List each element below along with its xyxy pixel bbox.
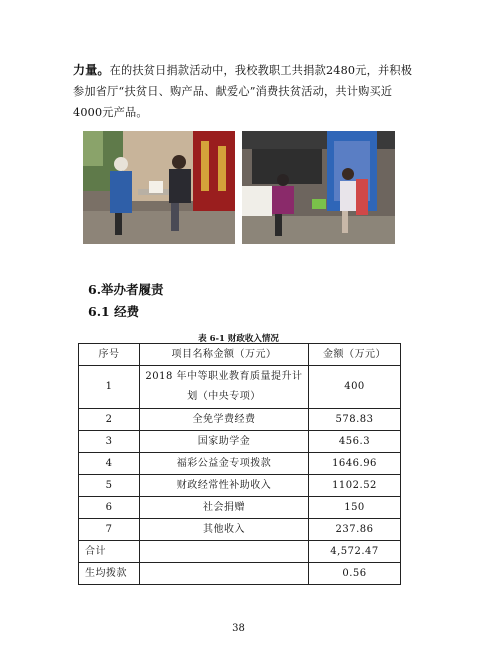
section-heading-6-1: 6.1 经费 — [88, 304, 140, 319]
page-number: 38 — [232, 623, 245, 634]
table-caption: 表 6-1 财政收入情况 — [198, 334, 279, 344]
table-row — [79, 431, 401, 453]
per-student-amount: 0.56 — [309, 563, 401, 585]
photo-visit-elderly-1 — [83, 131, 235, 244]
row-amount: 237.86 — [309, 519, 401, 541]
row-amount: 578.83 — [309, 409, 401, 431]
row-item: 2018 年中等职业教育质量提升计划（中央专项） — [140, 366, 309, 409]
row-no: 1 — [79, 366, 140, 409]
intro-paragraph — [73, 60, 419, 123]
per-student-empty-cell — [140, 563, 309, 585]
row-item: 其他收入 — [140, 519, 309, 541]
paragraph-lead: 力量。 — [73, 63, 110, 77]
table-row — [79, 366, 401, 409]
paragraph-text: 在的扶贫日捐款活动中，我校教职工共捐款2480元，并积极参加省厅“扶贫日、购产品、献爱心”消费扶贫活动，共计购买近4000元产品。 — [73, 64, 413, 119]
total-label: 合计 — [79, 541, 140, 563]
row-no: 6 — [79, 497, 140, 519]
photo-visit-elderly-2 — [242, 131, 395, 244]
row-amount: 456.3 — [309, 431, 401, 453]
row-no: 7 — [79, 519, 140, 541]
total-amount: 4,572.47 — [309, 541, 401, 563]
header-item: 项目名称金额（万元） — [140, 344, 309, 366]
row-item: 社会捐赠 — [140, 497, 309, 519]
section-heading-6: 6.举办者履责 — [88, 282, 164, 297]
row-amount: 1646.96 — [309, 453, 401, 475]
table-row — [79, 453, 401, 475]
row-no: 2 — [79, 409, 140, 431]
table-row — [79, 409, 401, 431]
row-no: 4 — [79, 453, 140, 475]
table-per-student-row — [79, 563, 401, 585]
table-row — [79, 497, 401, 519]
header-amount: 金额（万元） — [309, 344, 401, 366]
row-amount: 400 — [309, 366, 401, 409]
row-item: 财政经常性补助收入 — [140, 475, 309, 497]
header-no: 序号 — [79, 344, 140, 366]
row-no: 5 — [79, 475, 140, 497]
row-amount: 150 — [309, 497, 401, 519]
row-amount: 1102.52 — [309, 475, 401, 497]
row-item: 福彩公益金专项拨款 — [140, 453, 309, 475]
total-empty-cell — [140, 541, 309, 563]
per-student-label: 生均拨款 — [79, 563, 140, 585]
row-item: 国家助学金 — [140, 431, 309, 453]
table-total-row — [79, 541, 401, 563]
table-header-row — [79, 344, 401, 366]
table-row — [79, 475, 401, 497]
row-item: 全免学费经费 — [140, 409, 309, 431]
finance-income-table — [78, 343, 401, 585]
row-no: 3 — [79, 431, 140, 453]
table-row — [79, 519, 401, 541]
